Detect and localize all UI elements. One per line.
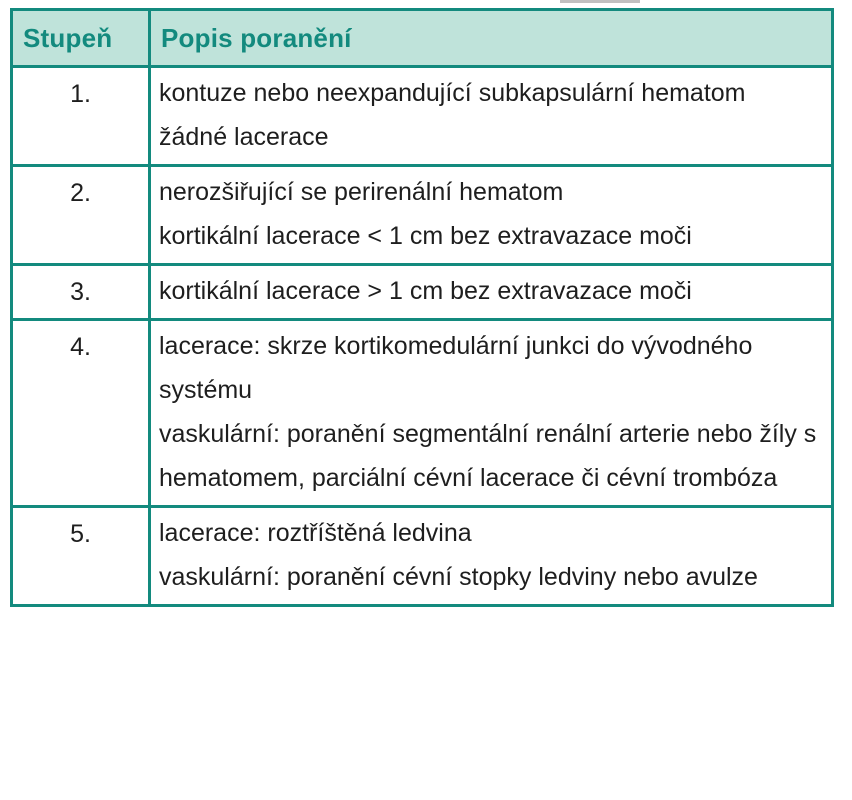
description-line: vaskulární: poranění segmentální renální arterie nebo žíly s hematomem, parciální cévní lacerace či cévní trombóza <box>159 420 817 492</box>
header-description: Popis poranění <box>150 10 833 67</box>
description-cell <box>150 265 833 320</box>
description-line: vaskulární: poranění cévní stopky ledviny nebo avulze <box>159 563 758 591</box>
description-line: lacerace: skrze kortikomedulární junkci do vývodného systému <box>159 332 753 404</box>
description-line: nerozšiřující se perirenální hematom <box>159 178 564 206</box>
injury-grade-table <box>10 8 834 607</box>
description-line: kortikální lacerace > 1 cm bez extravazace moči <box>159 277 692 305</box>
table-row <box>12 507 833 606</box>
grade-cell: 5. <box>12 507 150 606</box>
description-line: žádné lacerace <box>159 123 329 151</box>
table-row <box>12 67 833 166</box>
description-cell <box>150 507 833 606</box>
table-header-row <box>12 10 833 67</box>
grade-cell: 4. <box>12 320 150 507</box>
description-line: kontuze nebo neexpandující subkapsulární hematom <box>159 79 746 107</box>
grade-cell: 2. <box>12 166 150 265</box>
table-row <box>12 166 833 265</box>
description-cell <box>150 67 833 166</box>
table-row <box>12 265 833 320</box>
description-cell <box>150 320 833 507</box>
cropped-caption-remnant <box>560 0 640 3</box>
header-grade: Stupeň <box>12 10 150 67</box>
description-line: kortikální lacerace < 1 cm bez extravazace moči <box>159 222 692 250</box>
grade-cell: 1. <box>12 67 150 166</box>
description-line: lacerace: roztříštěná ledvina <box>159 519 472 547</box>
grade-cell: 3. <box>12 265 150 320</box>
table-row <box>12 320 833 507</box>
description-cell <box>150 166 833 265</box>
